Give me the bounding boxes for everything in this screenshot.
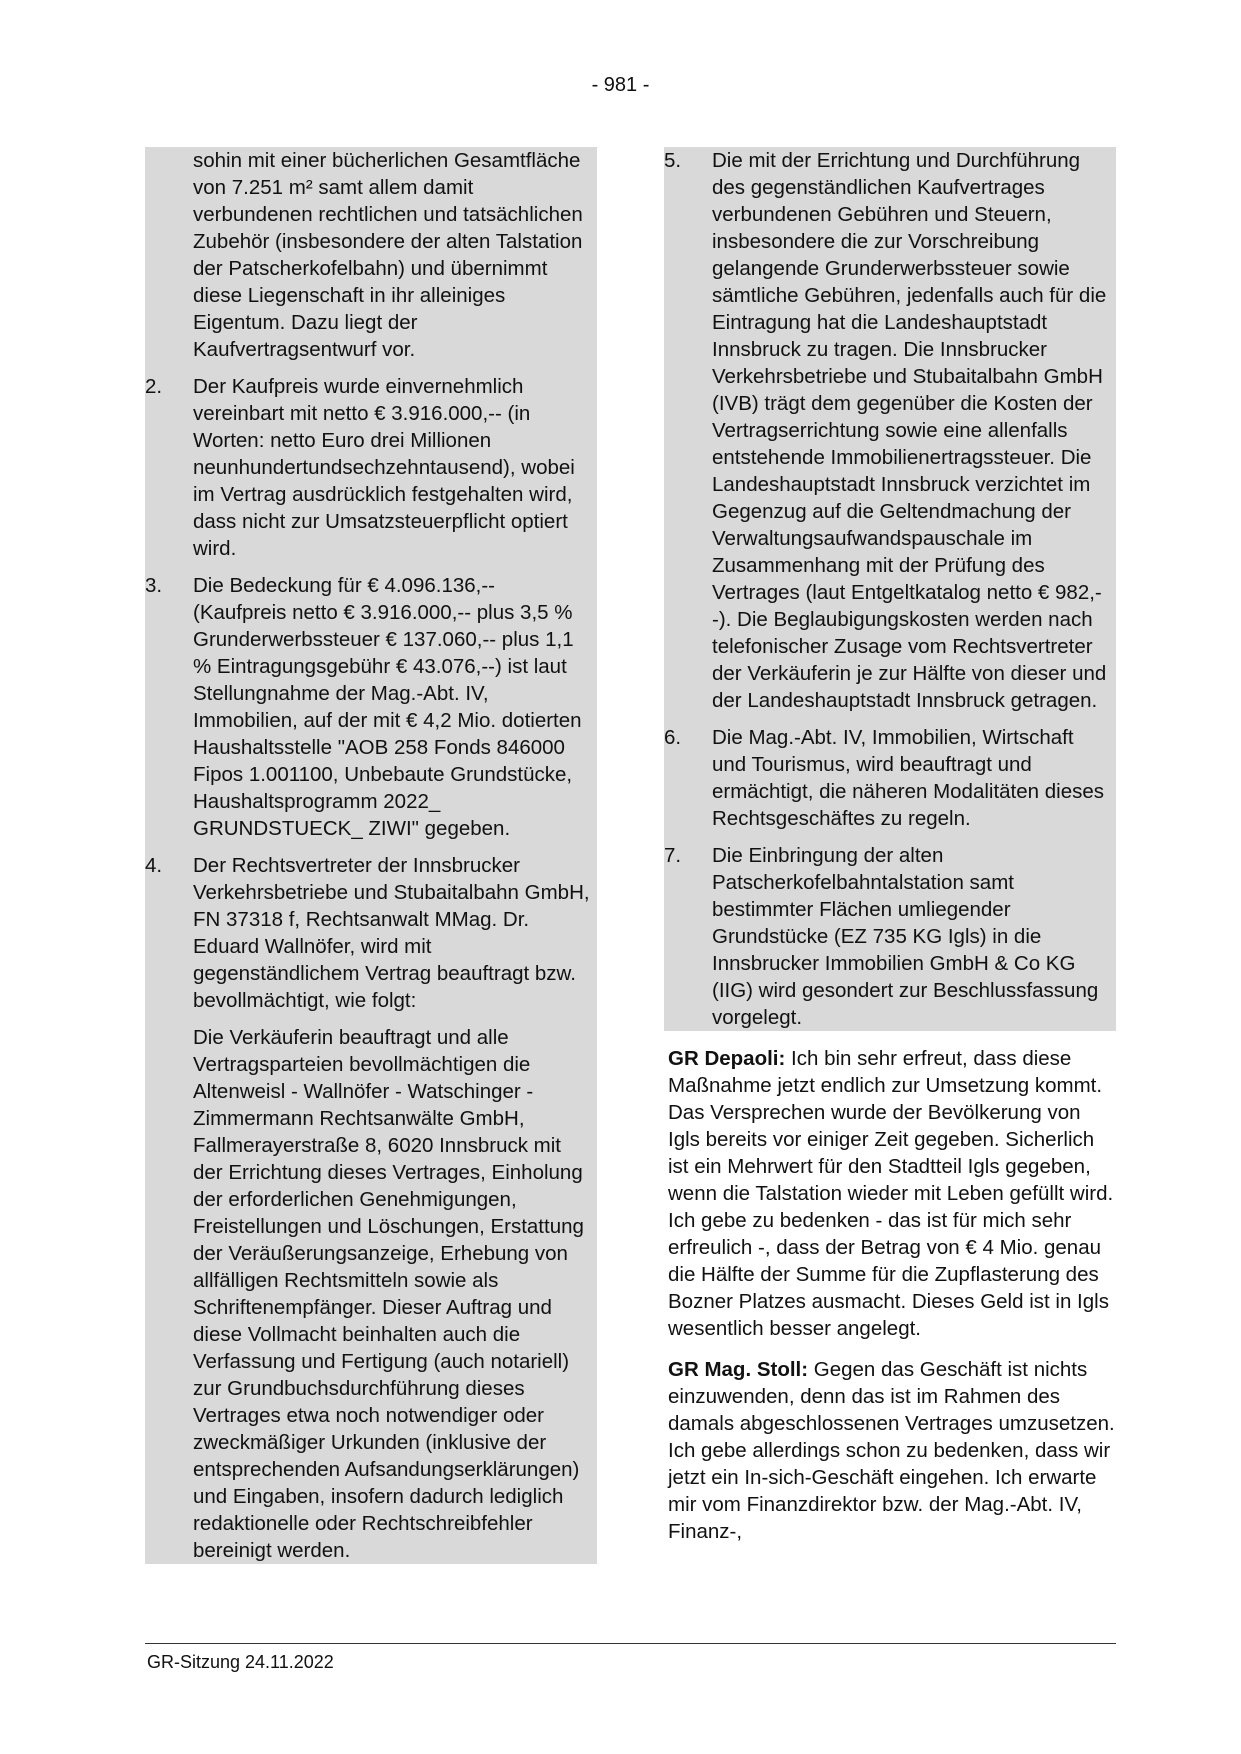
item-number: 3. — [145, 574, 163, 597]
page-number: - 981 - — [591, 74, 650, 96]
power-of-attorney-paragraph: Die Verkäuferin beauftragt und alle Vertragsparteien bevollmächtigen die Altenweisl - Wallnöfer - Watschinger - Zimmermann Rechtsanwälte GmbH, Fallmerayerstraße 8, 6020 Innsbruck mit der Errichtung dieses Vertrages, Einholung der erforderlichen Genehmigungen, Freistellungen und Löschungen, Erstattung der Veräußerungsanzeige, Erhebung von allfälligen Rechtsmitteln sowie als Schriftenempfänger. Dieser Auftrag und diese Vollmacht beinhalten auch die Verfassung und Fertigung (auch notariell) zur Grundbuchsdurchführung dieses Vertrages etwa noch notwendiger oder zweckmäßiger Urkunden (inklusive der entsprechenden Aufsandungserklärungen) und Eingaben, insofern dadurch lediglich redaktionelle oder Rechtschreibfehler bereinigt werden. — [193, 1026, 584, 1562]
list-item-5 — [664, 147, 1112, 714]
speaker-name: GR Depaoli: — [668, 1047, 786, 1070]
list-item-2 — [145, 373, 593, 562]
footer-session-date: GR-Sitzung 24.11.2022 — [147, 1652, 334, 1672]
speech-stoll — [664, 1356, 1116, 1545]
list-item-7 — [664, 842, 1112, 1031]
item-text: Die mit der Errichtung und Durchführung des gegenständlichen Kaufvertrages verbundenen Gebühren und Steuern, insbesondere die zur Vorschreibung gelangende Grunderwerbssteuer sowie sämtliche Gebühren, jedenfalls auch für die Eintragung hat die Landeshauptstadt Innsbruck zu tragen. Die Innsbrucker Verkehrsbetriebe und Stubaitalbahn GmbH (IVB) trägt dem gegenüber die Kosten der Vertragserrichtung sowie eine allenfalls entstehende Immobilienertragssteuer. Die Landeshauptstadt Innsbruck verzichtet im Gegenzug auf die Geltendmachung der Verwaltungsaufwandspauschale im Zusammenhang mit der Prüfung des Vertrages (laut Entgeltkatalog netto € 982,--). Die Beglaubigungskosten werden nach telefonischer Zusage vom Rechtsvertreter der Verkäuferin je zur Hälfte von dieser und der Landeshauptstadt Innsbruck getragen. — [712, 149, 1107, 712]
speech-text: Ich bin sehr erfreut, dass diese Maßnahme jetzt endlich zur Umsetzung kommt. Das Versprechen wurde der Bevölkerung von Igls bereits vor einiger Zeit gegeben. Sicherlich ist ein Mehrwert für den Stadtteil Igls gegeben, wenn die Talstation wieder mit Leben gefüllt wird. Ich gebe zu bedenken - das ist für mich sehr erfreulich -, dass der Betrag von € 4 Mio. genau die Hälfte der Summe für die Zupflasterung des Bozner Platzes ausmacht. Dieses Geld ist in Igls wesentlich besser angelegt. — [668, 1047, 1114, 1340]
left-shaded-block — [145, 147, 597, 1564]
right-column — [664, 147, 1116, 1545]
item-text: Die Mag.-Abt. IV, Immobilien, Wirtschaft und Tourismus, wird beauftragt und ermächtigt, die näheren Modalitäten dieses Rechtsgeschäftes zu regeln. — [712, 726, 1105, 830]
item-number: 4. — [145, 854, 163, 877]
right-shaded-block — [664, 147, 1116, 1031]
item-number: 5. — [664, 149, 682, 172]
item-number: 7. — [664, 844, 682, 867]
item-text: Der Rechtsvertreter der Innsbrucker Verkehrsbetriebe und Stubaitalbahn GmbH, FN 37318 f, Rechtsanwalt MMag. Dr. Eduard Wallnöfer, wird mit gegenständlichem Vertrag beauftragt bzw. bevollmächtigt, wie folgt: — [193, 854, 590, 1012]
list-item-6 — [664, 724, 1112, 832]
continuation-paragraph: sohin mit einer bücherlichen Gesamtfläche von 7.251 m² samt allem damit verbundenen rechtlichen und tatsächlichen Zubehör (insbesondere der alten Talstation der Patscherkofelbahn) und übernimmt diese Liegenschaft in ihr alleiniges Eigentum. Dazu liegt der Kaufvertragsentwurf vor. — [193, 149, 583, 361]
speaker-name: GR Mag. Stoll: — [668, 1358, 809, 1381]
item-text: Der Kaufpreis wurde einvernehmlich vereinbart mit netto € 3.916.000,-- (in Worten: netto Euro drei Millionen neunhundertundsechzehntausend), wobei im Vertrag ausdrücklich festgehalten wird, dass nicht zur Umsatzsteuerpflicht optiert wird. — [193, 375, 575, 560]
list-item-4 — [145, 852, 593, 1014]
item-text: Die Bedeckung für € 4.096.136,-- (Kaufpreis netto € 3.916.000,-- plus 3,5 % Grunderwerbssteuer € 137.060,-- plus 1,1 % Eintragungsgebühr € 43.076,--) ist laut Stellungnahme der Mag.-Abt. IV, Immobilien, auf der mit € 4,2 Mio. dotierten Haushaltsstelle "AOB 258 Fonds 846000 Fipos 1.001100, Unbebaute Grundstücke, Haushaltsprogramm 2022_ GRUNDSTUECK_ ZIWI" gegeben. — [193, 574, 582, 840]
item-text: Die Einbringung der alten Patscherkofelbahntalstation samt bestimmter Flächen umliegender Grundstücke (EZ 735 KG Igls) in die Innsbrucker Immobilien GmbH & Co KG (IIG) wird gesondert zur Beschlussfassung vorgelegt. — [712, 844, 1099, 1029]
speech-depaoli — [664, 1045, 1116, 1342]
speech-text: Gegen das Geschäft ist nichts einzuwenden, denn das ist im Rahmen des damals abgeschlossenen Vertrages umzusetzen. Ich gebe allerdings schon zu bedenken, dass wir jetzt ein In-sich-Geschäft eingehen. Ich erwarte mir vom Finanzdirektor bzw. der Mag.-Abt. IV, Finanz-, — [668, 1358, 1115, 1543]
left-column — [145, 147, 597, 1564]
item-number: 2. — [145, 375, 163, 398]
list-item-3 — [145, 572, 593, 842]
item-number: 6. — [664, 726, 682, 749]
footer-divider — [145, 1643, 1116, 1644]
